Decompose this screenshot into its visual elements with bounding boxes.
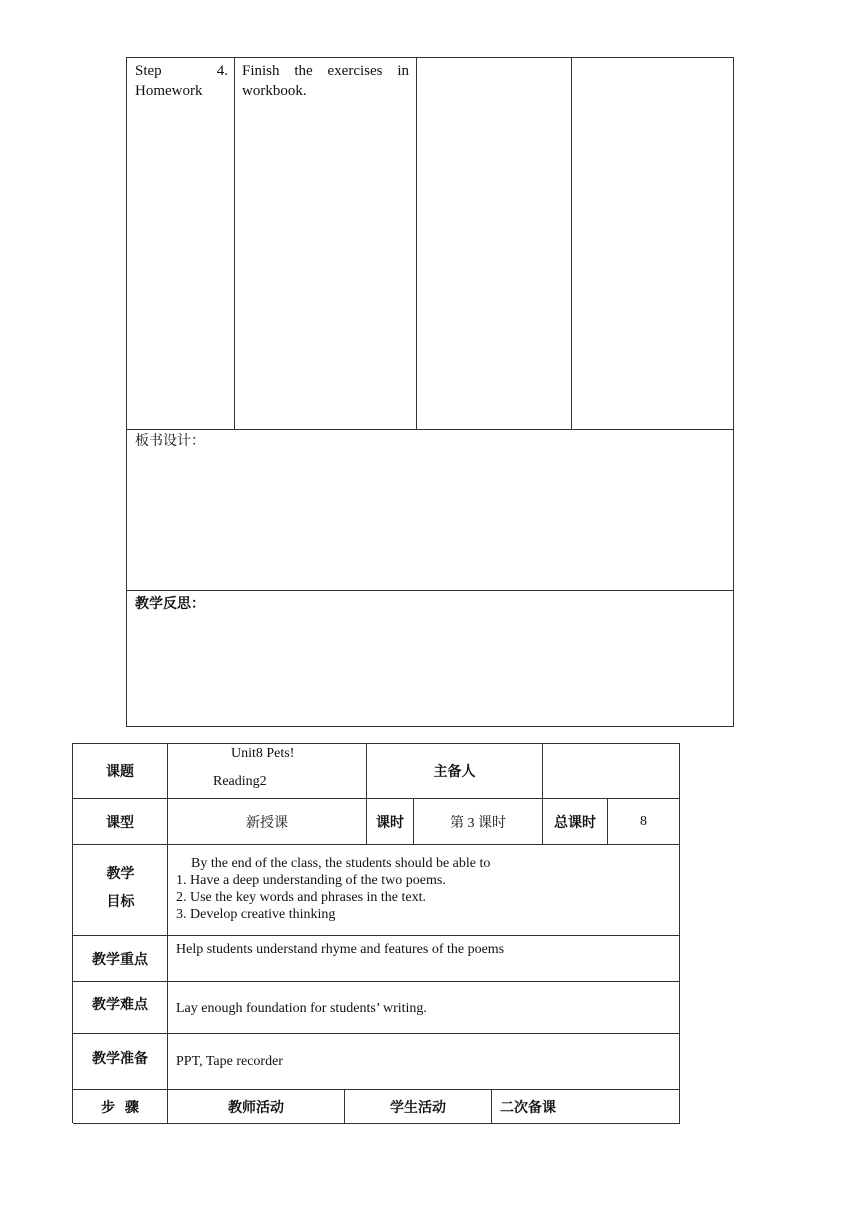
divider	[416, 57, 417, 430]
preparation-label: 教学准备	[73, 1034, 168, 1090]
topic-line-1: Unit8 Pets!	[231, 746, 295, 761]
objective-item: 1. Have a deep understanding of the two poems.	[176, 873, 446, 888]
step-homework-label: Step 4. Homework	[135, 63, 228, 99]
divider	[571, 57, 572, 430]
homework-teacher-activity: Finish the exercises in workbook.	[242, 63, 409, 99]
objective-item: 2. Use the key words and phrases in the text.	[176, 890, 426, 905]
key-points-content: Help students understand rhyme and features of the poems	[168, 936, 680, 982]
topic-label: 课题	[73, 744, 168, 799]
divider	[126, 429, 734, 430]
top-lesson-table	[126, 57, 734, 727]
period-label: 课时	[367, 799, 414, 845]
objectives-intro: By the end of the class, the students should be able to	[191, 856, 491, 871]
key-points-label: 教学重点	[73, 936, 168, 982]
lesson-type-label: 课型	[73, 799, 168, 845]
teaching-reflection-label: 教学反思：	[135, 596, 205, 612]
objectives-label-line-2: 目标	[106, 894, 135, 910]
divider	[126, 590, 734, 591]
topic-line-2: Reading2	[213, 774, 267, 789]
total-periods-value: 8	[608, 799, 680, 845]
second-preparation-header: 二次备课	[492, 1090, 680, 1124]
lesson-type-value: 新授课	[168, 799, 367, 845]
preparer-label: 主备人	[367, 744, 543, 799]
objectives-label-line-1: 教学	[106, 866, 135, 882]
preparation-content: PPT, Tape recorder	[168, 1034, 680, 1090]
teacher-activity-header: 教师活动	[168, 1090, 345, 1124]
divider	[234, 57, 235, 430]
objectives-label	[73, 845, 168, 936]
topic-value	[168, 744, 367, 799]
student-activity-header: 学生活动	[345, 1090, 492, 1124]
total-periods-label: 总课时	[543, 799, 608, 845]
steps-header: 步 骤	[73, 1090, 168, 1124]
lesson-plan-table	[72, 743, 680, 1123]
period-value: 第 3 课时	[414, 799, 543, 845]
objectives-content	[168, 845, 680, 936]
objective-item: 3. Develop creative thinking	[176, 907, 336, 922]
preparer-value	[543, 744, 680, 799]
difficulties-content: Lay enough foundation for students’ writing.	[168, 982, 680, 1034]
difficulties-label: 教学难点	[73, 982, 168, 1034]
board-design-label: 板书设计：	[135, 434, 205, 449]
